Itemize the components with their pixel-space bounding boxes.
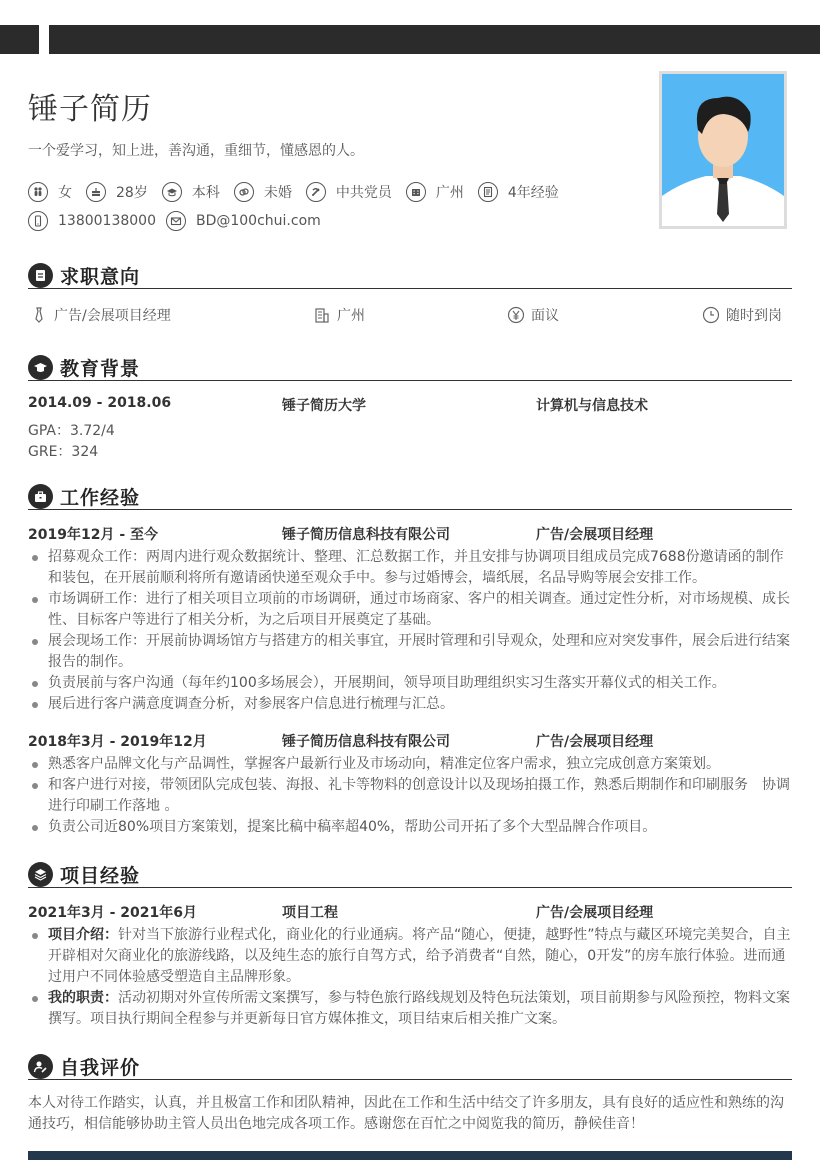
phone-item — [28, 211, 156, 231]
project-intro-text: 针对当下旅游行业程式化，商业化的行业通病。将产品“随心，便捷，越野性”特点与藏区环境完美契合，自主开辟相对欠商业化的旅游线路，以及纯生态的旅行自驾方式，给予消费者“自然，随心，0开发”的房车旅行体验。进而通过用户不同体验感受塑造自主品牌形象。 — [48, 927, 791, 985]
project-bullets — [28, 925, 792, 1030]
intent-city-value: 广州 — [337, 308, 365, 324]
document-icon — [478, 182, 498, 202]
intent-availability — [702, 305, 782, 325]
section-intent — [28, 263, 792, 289]
yen-icon — [507, 306, 525, 324]
section-self-evaluation — [28, 1054, 792, 1080]
age-item — [86, 182, 148, 202]
marital-value: 未婚 — [263, 185, 292, 201]
section-title: 工作经验 — [60, 487, 141, 509]
work-2-title: 广告/会展项目经理 — [536, 734, 654, 750]
list-item: 展会现场工作：开展前协调场馆方与搭建方的相关事宜，开展时管理和引导观众，处理和应对突发事件，展会后进行结案报告的制作。 — [28, 631, 792, 673]
list-item — [28, 925, 792, 988]
list-item: 招募观众工作：两周内进行观众数据统计、整理、汇总数据工作，并且安排与协调项目组成员完成7688份邀请函的制作和装包，在开展前顺利将所有邀请函快递至观众手中。参与过婚博会，墙纸展，名品导购等展会安排工作。 — [28, 547, 792, 589]
project-period: 2021年3月 - 2021年6月 — [28, 905, 197, 921]
education-gpa: GPA：3.72/4 — [28, 423, 115, 439]
work-2-period: 2018年3月 - 2019年12月 — [28, 734, 207, 750]
clock-icon — [702, 306, 720, 324]
work-2-company: 锤子简历信息科技有限公司 — [282, 734, 450, 750]
email-icon — [166, 211, 186, 231]
work-2-bullets — [28, 754, 792, 838]
bottom-bar — [28, 1151, 792, 1160]
building-icon — [406, 182, 426, 202]
basic-info-row-1 — [28, 181, 573, 203]
project-role: 广告/会展项目经理 — [536, 905, 654, 921]
gender-value: 女 — [58, 185, 72, 201]
list-item: 和客户进行对接，带领团队完成包装、海报、礼卡等物料的创意设计以及现场拍摄工作，熟悉后期制作和印刷服务 协调进行印刷工作落地 。 — [28, 775, 792, 817]
degree-item — [162, 182, 220, 202]
section-title: 项目经验 — [60, 865, 141, 887]
basic-info-row-2 — [28, 210, 335, 232]
marital-item — [234, 182, 292, 202]
education-major: 计算机与信息技术 — [536, 398, 648, 414]
intent-availability-value: 随时到岗 — [726, 308, 782, 324]
top-bar-right — [49, 25, 820, 54]
work-1-company: 锤子简历信息科技有限公司 — [282, 527, 450, 543]
education-school: 锤子简历大学 — [282, 398, 366, 414]
phone-value: 13800138000 — [58, 213, 156, 229]
section-title: 自我评价 — [60, 1057, 141, 1079]
graduation-cap-icon — [162, 182, 182, 202]
list-item — [28, 988, 792, 1030]
clipboard-icon — [28, 263, 53, 288]
section-project — [28, 862, 792, 888]
intent-salary — [507, 305, 559, 325]
degree-value: 本科 — [191, 185, 220, 201]
section-work — [28, 484, 792, 510]
work-1-title: 广告/会展项目经理 — [536, 527, 654, 543]
gender-icon — [28, 182, 48, 202]
city-value: 广州 — [435, 185, 464, 201]
section-education — [28, 355, 792, 381]
education-period: 2014.09 - 2018.06 — [28, 395, 172, 411]
intent-salary-value: 面议 — [531, 308, 559, 324]
cake-icon — [86, 182, 106, 202]
layers-icon — [28, 862, 53, 887]
education-gre: GRE：324 — [28, 444, 99, 460]
work-1-bullets — [28, 547, 792, 715]
experience-value: 4年经验 — [507, 185, 559, 201]
top-bar-left — [0, 25, 39, 54]
tagline: 一个爱学习，知上进，善沟通，重细节，懂感恩的人。 — [28, 143, 364, 159]
rings-icon — [234, 182, 254, 202]
gender-item — [28, 182, 72, 202]
building-icon — [313, 306, 331, 324]
experience-item — [478, 182, 559, 202]
list-item: 展后进行客户满意度调查分析，对参展客户信息进行梳理与汇总。 — [28, 694, 792, 715]
user-edit-icon — [28, 1054, 53, 1079]
project-intro-label: 项目介绍： — [48, 927, 118, 943]
project-name: 项目工程 — [282, 905, 338, 921]
email-item — [166, 211, 321, 231]
city-item — [406, 182, 464, 202]
list-item: 负责公司近80%项目方案策划，提案比稿中稿率超40%，帮助公司开拓了多个大型品牌合作项目。 — [28, 817, 792, 838]
project-duty-label: 我的职责： — [48, 990, 118, 1006]
section-title: 求职意向 — [60, 266, 141, 288]
section-title: 教育背景 — [60, 358, 141, 380]
phone-icon — [28, 211, 48, 231]
politics-item — [306, 182, 392, 202]
intent-position-value: 广告/会展项目经理 — [54, 308, 171, 324]
party-emblem-icon — [306, 182, 326, 202]
age-value: 28岁 — [116, 185, 148, 201]
email-value: BD@100chui.com — [195, 213, 321, 229]
resume-name: 锤子简历 — [28, 92, 152, 127]
list-item: 负责展前与客户沟通（每年约100多场展会），开展期间，领导项目助理组织实习生落实开幕仪式的相关工作。 — [28, 673, 792, 694]
work-1-period: 2019年12月 - 至今 — [28, 527, 159, 543]
self-evaluation-text: 本人对待工作踏实，认真，并且极富工作和团队精神，因此在工作和生活中结交了许多朋友，具有良好的适应性和熟练的沟通技巧，相信能够协助主管人员出色地完成各项工作。感谢您在百忙之中阅览我的简历，静候佳音！ — [28, 1095, 784, 1132]
intent-position — [30, 305, 171, 325]
politics-value: 中共党员 — [335, 185, 392, 201]
profile-photo — [659, 71, 787, 229]
tie-icon — [30, 306, 48, 324]
graduation-cap-icon — [28, 355, 53, 380]
project-duty-text: 活动初期对外宣传所需文案撰写，参与特色旅行路线规划及特色玩法策划，项目前期参与风险预控，物料文案撰写。项目执行期间全程参与并更新每日官方媒体推文，项目结束后相关推广文案。 — [48, 990, 790, 1027]
list-item: 熟悉客户品牌文化与产品调性，掌握客户最新行业及市场动向，精准定位客户需求，独立完成创意方案策划。 — [28, 754, 792, 775]
intent-city — [313, 305, 365, 325]
list-item: 市场调研工作：进行了相关项目立项前的市场调研，通过市场商家、客户的相关调查。通过定性分析，对市场规模、成长性、目标客户等进行了相关分析，为之后项目开展奠定了基础。 — [28, 589, 792, 631]
briefcase-icon — [28, 484, 53, 509]
